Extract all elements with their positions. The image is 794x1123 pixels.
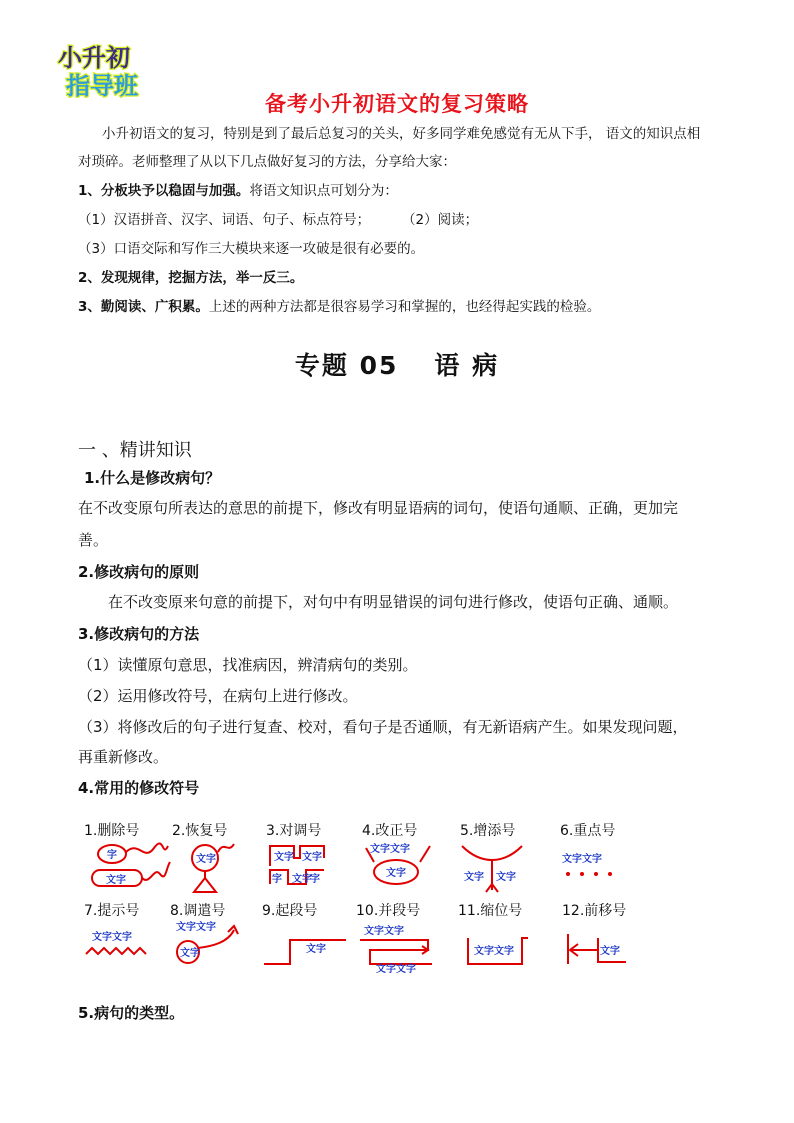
svg-text:文字文字: 文字文字 [562, 854, 602, 865]
q3-step3-line1: （3）将修改后的句子进行复查、校对，看句子是否通顺，有无新语病产生。如果发现问题， [78, 718, 688, 736]
topic-name: 语 病 [434, 351, 500, 380]
symbol-label: 1.删除号 [84, 823, 140, 839]
q1-line1: 在不改变原句所表达的意思的前提下，修改有明显语病的词句，使语句通顺、正确，更加完 [78, 499, 679, 517]
intro-line2: 对琐碎。老师整理了从以下几点做好复习的方法，分享给大家： [78, 154, 456, 170]
intro-point3-rest: 上述的两种方法都是很容易学习和掌握的，也经得起实践的检验。 [208, 299, 601, 315]
svg-text:文字: 文字 [274, 852, 294, 863]
svg-text:文字: 文字 [600, 946, 620, 957]
q4-title: 4.常用的修改符号 [78, 779, 200, 797]
svg-text:文字文字: 文字文字 [176, 922, 216, 933]
symbol-emphasis: 6.重点号 文字文字 [560, 820, 652, 895]
svg-text:文字文字: 文字文字 [92, 932, 132, 943]
svg-text:字: 字 [272, 874, 282, 885]
svg-text:文字: 文字 [302, 852, 322, 863]
intro-point1-bold: 1、分板块予以稳固与加强。 [78, 183, 250, 199]
svg-text:文字: 文字 [464, 872, 484, 883]
intro-point1-b: （2）阅读； [402, 212, 479, 228]
q3-step2: （2）运用修改符号，在病句上进行修改。 [78, 687, 358, 705]
logo-text-line1: 小升初 [58, 44, 130, 72]
intro-point1-a: （1）汉语拼音、汉字、词语、句子、标点符号； [78, 212, 371, 228]
intro-point1-c: （3）口语交际和写作三大模块来逐一攻破是很有必要的。 [78, 241, 425, 257]
symbol-move-forward: 12.前移号 文字 [562, 900, 654, 975]
intro-point3 [78, 297, 600, 317]
svg-text:文字: 文字 [106, 875, 126, 886]
q2-title: 2.修改病句的原则 [78, 563, 200, 581]
intro-line1: 小升初语文的复习，特别是到了最后总复习的关头，好多同学难免感觉有无从下手， 语文的知识点相 [102, 126, 701, 142]
intro-point2: 2、发现规律，挖掘方法，举一反三。 [78, 270, 304, 286]
q2-text: 在不改变原来句意的前提下，对句中有明显错误的词句进行修改，使语句正确、通顺。 [108, 593, 679, 611]
logo-text-line2: 指导班 [66, 72, 138, 100]
symbol-restore: 2.恢复号 文字 [172, 820, 264, 895]
q5-title: 5.病句的类型。 [78, 1004, 185, 1022]
svg-text:文字文字: 文字文字 [364, 926, 404, 937]
symbol-insert: 5.增添号 文字 文字 [460, 820, 552, 895]
svg-text:字: 字 [107, 850, 117, 861]
q3-title: 3.修改病句的方法 [78, 625, 200, 643]
svg-text:文字文字: 文字文字 [370, 844, 410, 855]
intro-point3-bold: 3、勤阅读、广积累。 [78, 299, 209, 315]
symbol-merge-paragraph: 10.并段号 文字文字 文字文字 [356, 900, 448, 975]
q1-title: 1.什么是修改病句？ [84, 469, 221, 487]
symbol-new-paragraph: 9.起段号 文字 [262, 900, 354, 975]
svg-text:文字: 文字 [386, 868, 406, 879]
svg-text:文字: 文字 [306, 944, 326, 955]
symbol-move: 8.调遣号 文字文字 文字 [170, 900, 262, 975]
svg-text:文字: 文字 [180, 948, 200, 959]
q3-step1: （1）读懂原句意思，找准病因，辨清病句的类别。 [78, 656, 418, 674]
topic-title [0, 346, 794, 382]
svg-text:文字文字: 文字文字 [474, 946, 514, 957]
symbol-swap: 3.对调号 文字 文字 字 文字 字 [266, 823, 322, 885]
page-title: 备考小升初语文的复习策略 [265, 92, 529, 116]
svg-text:文字: 文字 [196, 854, 216, 865]
q3-step3-line2: 再重新修改。 [78, 748, 169, 766]
svg-text:文字文字: 文字文字 [376, 964, 416, 975]
symbol-delete [84, 820, 176, 895]
section-heading: 一 、精讲知识 [78, 440, 192, 461]
symbol-correct: 4.改正号 文字文字 文字 [362, 820, 454, 895]
topic-number: 专题 05 [294, 351, 399, 380]
svg-text:字: 字 [310, 874, 320, 885]
svg-text:文字: 文字 [292, 874, 312, 885]
svg-text:文字: 文字 [496, 872, 516, 883]
intro-point1 [78, 181, 398, 201]
intro-point1-rest: 将语文知识点可划分为： [249, 183, 398, 199]
q1-line2: 善。 [78, 531, 109, 549]
symbol-indent: 11.缩位号 文字文字 [458, 900, 550, 975]
symbol-hint: 7.提示号 文字文字 [84, 900, 176, 975]
